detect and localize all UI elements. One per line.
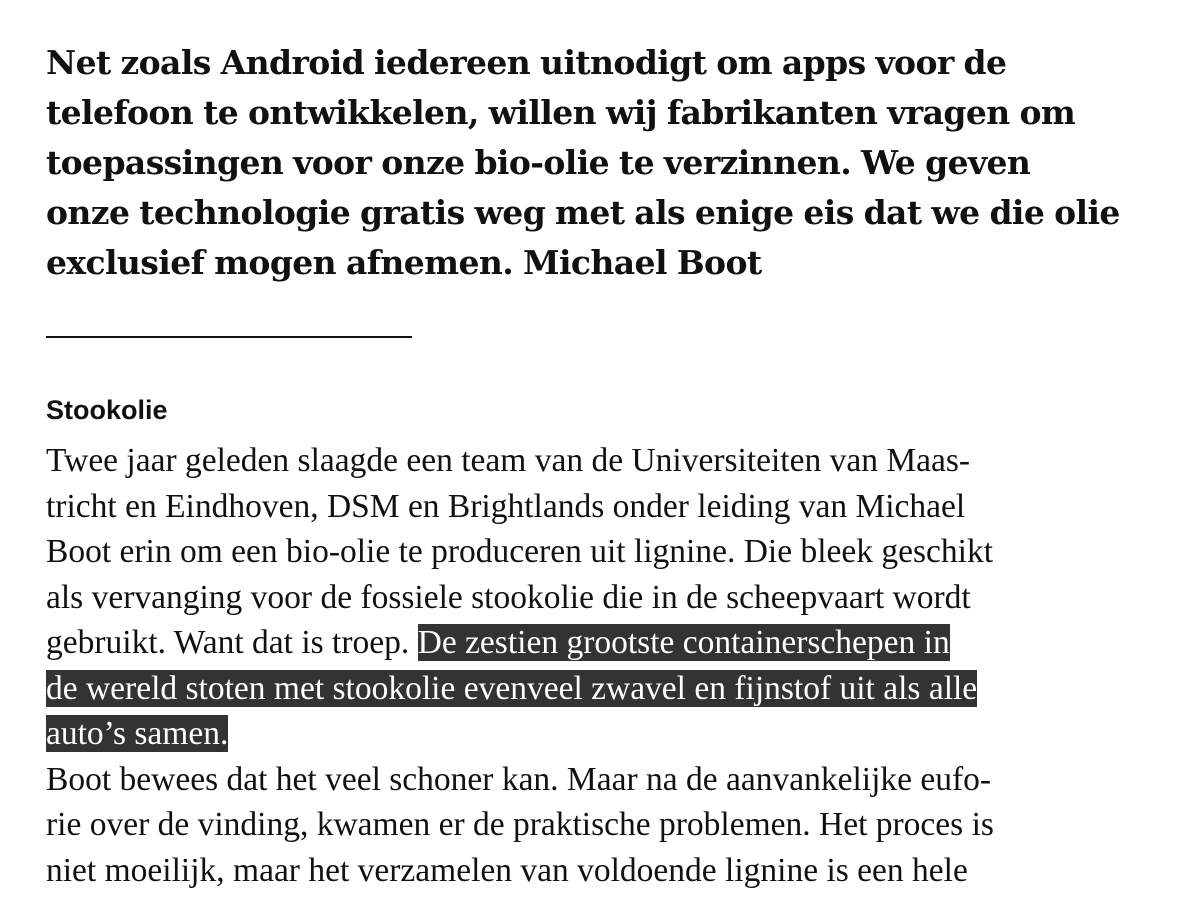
body-text-plain[interactable]: gebruikt. Want dat is troep. — [46, 624, 418, 661]
pull-quote-line: Net zoals Android iedereen uitnodigt om apps voor de — [46, 43, 1007, 82]
selected-text[interactable]: De zestien grootste containerschepen in — [417, 624, 950, 661]
pull-quote-line: onze technologie gratis weg met als enige eis dat we die olie — [46, 193, 1120, 232]
section-divider — [46, 336, 412, 338]
article — [46, 0, 1176, 889]
pull-quote-line: telefoon te ontwikkelen, willen wij fabrikanten vragen om — [46, 93, 1076, 132]
body-line[interactable]: rie over de vinding, kwamen er de praktische problemen. Het proces is — [46, 806, 994, 843]
body-line[interactable]: niet moeilijk, maar het verzamelen van voldoende lignine is een hele — [46, 851, 968, 889]
pull-quote — [46, 0, 1136, 288]
pull-quote-line: toepassingen voor onze bio-olie te verzinnen. We geven — [46, 143, 1031, 182]
body-line[interactable]: als vervanging voor de fossiele stookolie die in de scheepvaart wordt — [46, 578, 971, 616]
body-line[interactable] — [46, 620, 1176, 666]
body-line[interactable] — [46, 666, 1176, 712]
body-line[interactable] — [46, 711, 1176, 757]
body-line[interactable]: Twee jaar geleden slaagde een team van de Universiteiten van Maas- — [46, 442, 971, 479]
section-heading: Stookolie — [46, 395, 168, 425]
pull-quote-line: exclusief mogen afnemen. Michael Boot — [46, 243, 762, 282]
selected-text[interactable]: de wereld stoten met stookolie evenveel zwavel en fijnstof uit als alle — [46, 669, 978, 707]
article-body[interactable] — [46, 438, 1176, 893]
selected-text[interactable]: auto’s samen. — [46, 715, 229, 752]
body-line[interactable]: tricht en Eindhoven, DSM en Brightlands onder leiding van Michael — [46, 487, 966, 525]
body-line[interactable]: Boot bewees dat het veel schoner kan. Maar na de aanvankelijke eufo- — [46, 760, 992, 798]
body-line[interactable]: Boot erin om een bio-olie te produceren uit lignine. Die bleek geschikt — [46, 533, 994, 570]
